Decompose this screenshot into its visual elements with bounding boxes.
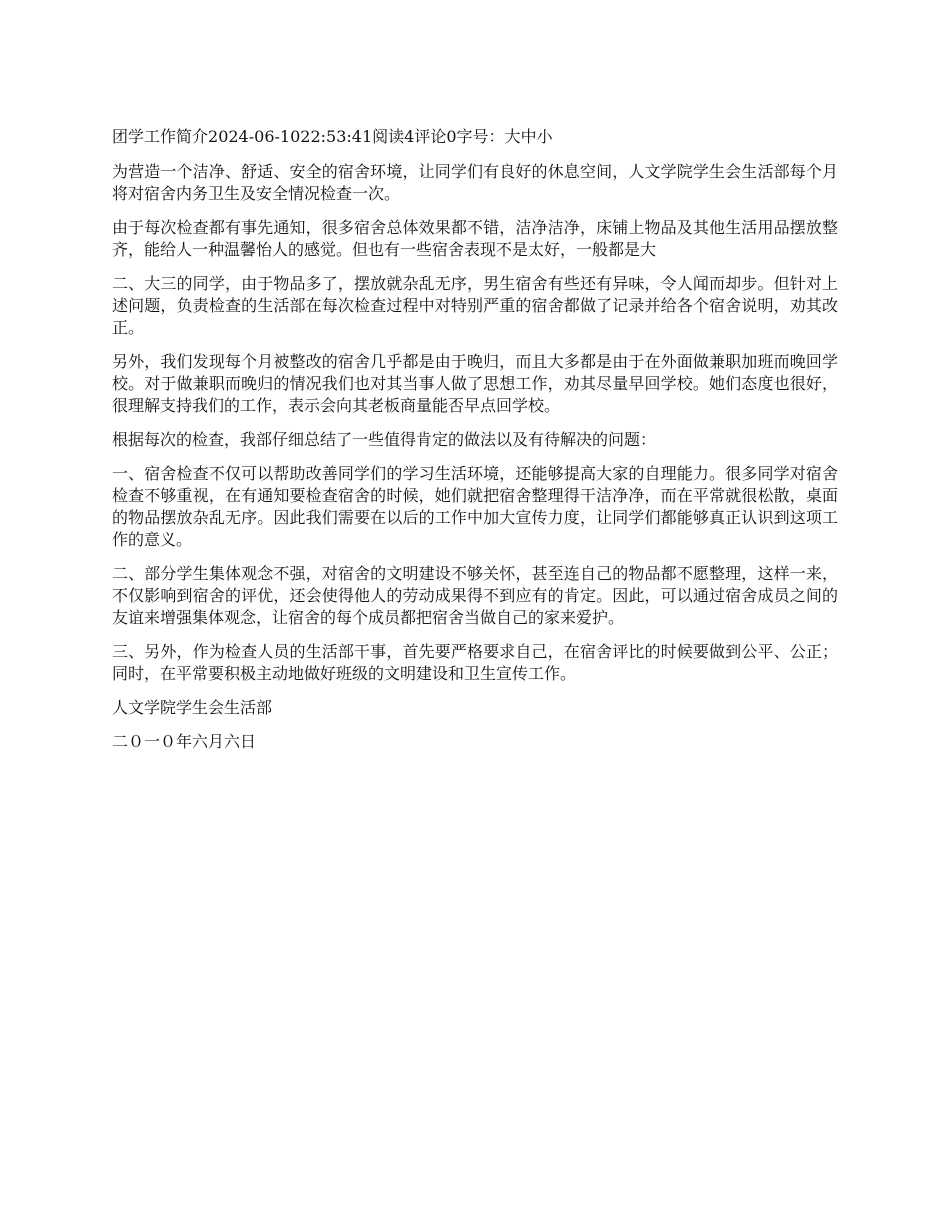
font-size-small-button[interactable]: 小 — [536, 127, 553, 146]
font-size-medium-button[interactable]: 中 — [520, 127, 537, 146]
comment-count: 0 — [446, 127, 457, 146]
paragraph: 根据每次的检查，我部仔细总结了一些值得肯定的做法以及有待解决的问题： — [112, 430, 657, 449]
paragraph: 一、宿舍检查不仅可以帮助改善同学们的学习生活环境，还能够提高大家的自理能力。很多同学对宿舍检查不够重视，在有通知要检查宿舍的时候，她们就把宿舍整理得干洁净净，而在平常就很松散，桌面的物品摆放杂乱无序。因此我们需要在以后的工作中加大宣传力度，让同学们都能够真正认识到这项工作的意义。 — [112, 464, 838, 549]
category-label: 团学工作简介 — [112, 127, 209, 146]
paragraph: 二、大三的同学，由于物品多了，摆放就杂乱无序，男生宿舍有些还有异味，令人闻而却步。但针对上述问题，负责检查的生活部在每次检查过程中对特别严重的宿舍都做了记录并给各个宿舍说明，劝其改正。 — [112, 274, 838, 337]
signature: 人文学院学生会生活部 — [112, 698, 273, 717]
read-label: 阅读 — [372, 127, 405, 146]
paragraph: 为营造一个洁净、舒适、安全的宿舍环境，让同学们有良好的休息空间，人文学院学生会生活部每个月将对宿舍内务卫生及安全情况检查一次。 — [112, 162, 838, 203]
paragraph: 二、部分学生集体观念不强，对宿舍的文明建设不够关怀，甚至连自己的物品都不愿整理，这样一来，不仅影响到宿舍的评优，还会使得他人的劳动成果得不到应有的肯定。因此，可以通过宿舍成员之间的友谊来增强集体观念，让宿舍的每个成员都把宿舍当做自己的家来爱护。 — [112, 564, 838, 627]
publish-datetime: 2024-06-1022:53:41 — [208, 127, 373, 146]
paragraph: 由于每次检查都有事先通知，很多宿舍总体效果都不错，洁净洁净，床铺上物品及其他生活用品摆放整齐，能给人一种温馨怡人的感觉。但也有一些宿舍表现不是太好，一般都是大 — [112, 218, 838, 259]
article-meta — [112, 125, 838, 149]
read-count: 4 — [404, 127, 415, 146]
document-date: 二０一０年六月六日 — [112, 732, 257, 751]
paragraph: 三、另外，作为检查人员的生活部干事，首先要严格要求自己，在宿舍评比的时候要做到公平、公正；同时，在平常要积极主动地做好班级的文明建设和卫生宣传工作。 — [112, 642, 838, 683]
comment-label: 评论 — [414, 127, 447, 146]
font-size-label: 字号： — [456, 127, 505, 146]
paragraph: 另外，我们发现每个月被整改的宿舍几乎都是由于晚归，而且大多都是由于在外面做兼职加班而晚回学校。对于做兼职而晚归的情况我们也对其当事人做了思想工作，劝其尽量早回学校。她们态度也很好，很理解支持我们的工作，表示会向其老板商量能否早点回学校。 — [112, 352, 838, 415]
font-size-large-button[interactable]: 大 — [504, 127, 521, 146]
